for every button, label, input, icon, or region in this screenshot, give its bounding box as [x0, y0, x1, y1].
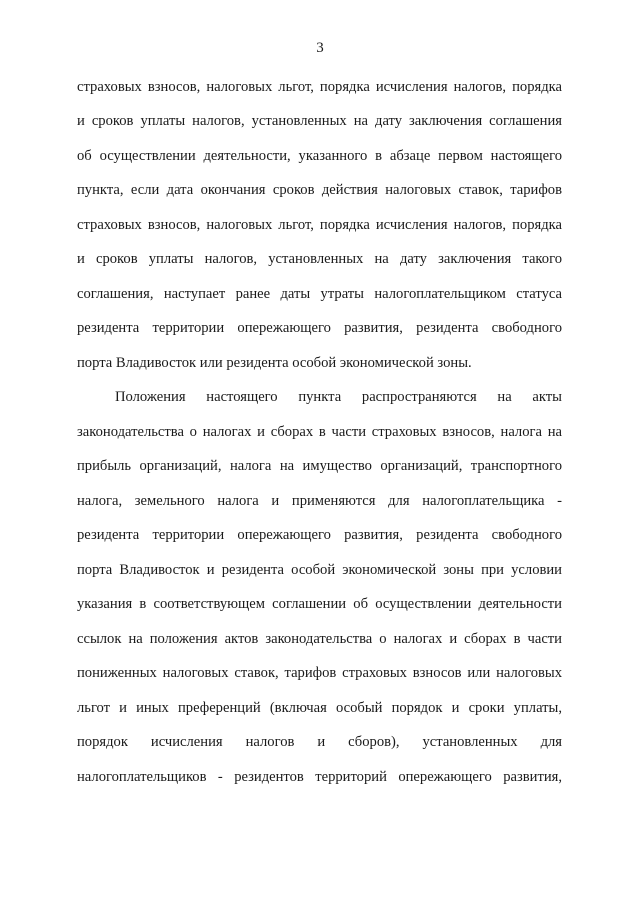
paragraph-line: прибыль организаций, налога на имущество организаций, транспортного: [77, 458, 562, 474]
page-number: 3: [316, 40, 324, 56]
paragraph-line: порта Владивосток и резидента особой экономической зоны при условии: [77, 562, 562, 578]
paragraph-line: пониженных налоговых ставок, тарифов страховых взносов или налоговых: [77, 665, 562, 681]
paragraph-line: льгот и иных преференций (включая особый порядок и сроки уплаты,: [77, 700, 562, 716]
paragraph-line: налога, земельного налога и применяются для налогоплательщика -: [77, 493, 562, 509]
paragraph-line: соглашения, наступает ранее даты утраты налогоплательщиком статуса: [77, 286, 562, 302]
paragraph-line: Положения настоящего пункта распространяются на акты: [115, 389, 562, 405]
paragraph-line: и сроков уплаты налогов, установленных на дату заключения такого: [77, 251, 562, 267]
paragraph-line: налогоплательщиков - резидентов территорий опережающего развития,: [77, 769, 562, 785]
paragraph-line: порта Владивосток или резидента особой экономической зоны.: [77, 355, 472, 371]
paragraph-line: страховых взносов, налоговых льгот, порядка исчисления налогов, порядка: [77, 217, 562, 233]
paragraph-line: и сроков уплаты налогов, установленных на дату заключения соглашения: [77, 113, 562, 129]
paragraph-line: об осуществлении деятельности, указанного в абзаце первом настоящего: [77, 148, 562, 164]
paragraph-line: пункта, если дата окончания сроков действия налоговых ставок, тарифов: [77, 182, 562, 198]
paragraph-line: законодательства о налогах и сборах в части страховых взносов, налога на: [77, 424, 562, 440]
paragraph-line: резидента территории опережающего развития, резидента свободного: [77, 527, 562, 543]
paragraph-line: страховых взносов, налоговых льгот, порядка исчисления налогов, порядка: [77, 79, 562, 95]
paragraph-line: порядок исчисления налогов и сборов), установленных для: [77, 734, 562, 750]
paragraph-line: ссылок на положения актов законодательства о налогах и сборах в части: [77, 631, 562, 647]
paragraph-line: резидента территории опережающего развития, резидента свободного: [77, 320, 562, 336]
paragraph-line: указания в соответствующем соглашении об осуществлении деятельности: [77, 596, 562, 612]
